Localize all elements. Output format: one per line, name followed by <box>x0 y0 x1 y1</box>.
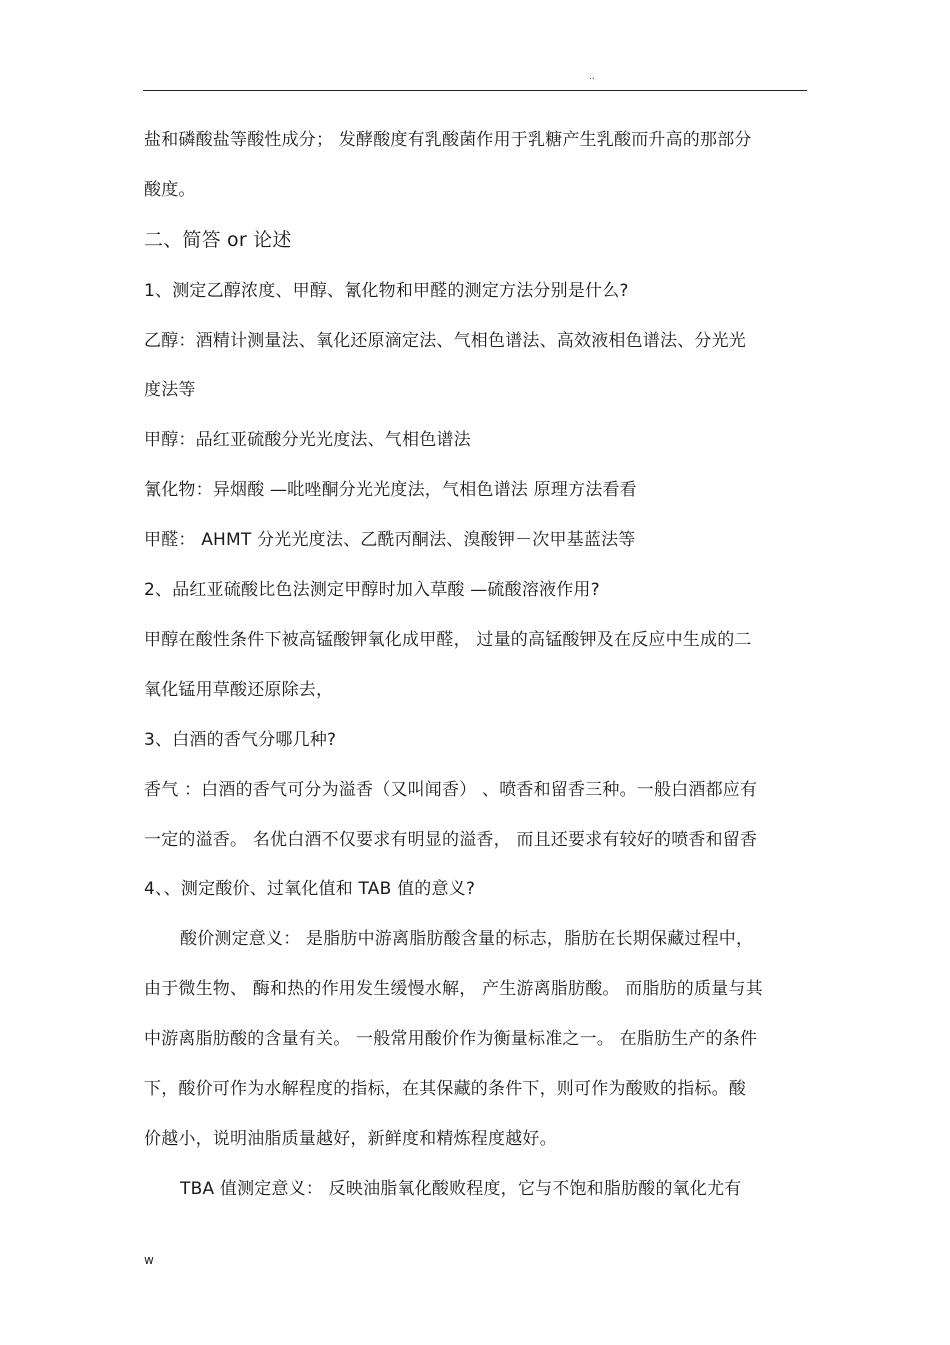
text-line: 由于微生物、 酶和热的作用发生缓慢水解， 产生游离脂肪酸。 而脂肪的质量与其 <box>144 979 763 999</box>
text-line: 酸价测定意义： 是脂肪中游离脂肪酸含量的标志，脂肪在长期保藏过程中， <box>180 929 754 949</box>
text-line: 氧化锰用草酸还原除去， <box>144 680 334 700</box>
text-line: 价越小，说明油脂质量越好，新鲜度和精炼程度越好。 <box>144 1129 557 1149</box>
text-line: 甲醇在酸性条件下被高锰酸钾氧化成甲醛， 过量的高锰酸钾及在反应中生成的二 <box>144 630 752 650</box>
question-3: 3、白酒的香气分哪几种? <box>144 730 337 750</box>
question-2: 2、品红亚硫酸比色法测定甲醇时加入草酸 —硫酸溶液作用? <box>144 580 600 600</box>
text-line: TBA 值测定意义： 反映油脂氧化酸败程度，它与不饱和脂肪酸的氧化尤有 <box>180 1179 742 1199</box>
header-rule <box>143 90 807 91</box>
text-line: 香气 ：白酒的香气可分为溢香（又叫闻香） 、喷香和留香三种。一般白酒都应有 <box>144 780 758 800</box>
text-line: 盐和磷酸盐等酸性成分； 发酵酸度有乳酸菌作用于乳糖产生乳酸而升高的那部分 <box>144 130 752 150</box>
question-4: 4、、测定酸价、过氧化值和 TAB 值的意义? <box>144 879 476 899</box>
section-heading: 二、简答 or 论述 <box>144 229 292 251</box>
text-line: 度法等 <box>144 380 196 400</box>
text-line: 下，酸价可作为水解程度的指标，在其保藏的条件下，则可作为酸败的指标。酸 <box>144 1079 746 1099</box>
text-line: 酸度。 <box>144 180 196 200</box>
header-mark: .. <box>589 72 595 82</box>
text-line: 氰化物：异烟酸 —吡唑酮分光光度法，气相色谱法 原理方法看看 <box>144 480 637 500</box>
question-1: 1、测定乙醇浓度、甲醇、氰化物和甲醛的测定方法分别是什么? <box>144 281 629 301</box>
text-line: 中游离脂肪酸的含量有关。 一般常用酸价作为衡量标准之一。 在脂肪生产的条件 <box>144 1029 758 1049</box>
text-line: 甲醇：品红亚硫酸分光光度法、气相色谱法 <box>144 430 471 450</box>
text-line: 一定的溢香。 名优白酒不仅要求有明显的溢香， 而且还要求有较好的喷香和留香 <box>144 830 758 850</box>
text-line: 甲醛： AHMT 分光光度法、乙酰丙酮法、溴酸钾－次甲基蓝法等 <box>144 530 636 550</box>
text-line: 乙醇：酒精计测量法、氧化还原滴定法、气相色谱法、高效液相色谱法、分光光 <box>144 331 746 351</box>
footer-mark: w <box>144 1253 154 1267</box>
